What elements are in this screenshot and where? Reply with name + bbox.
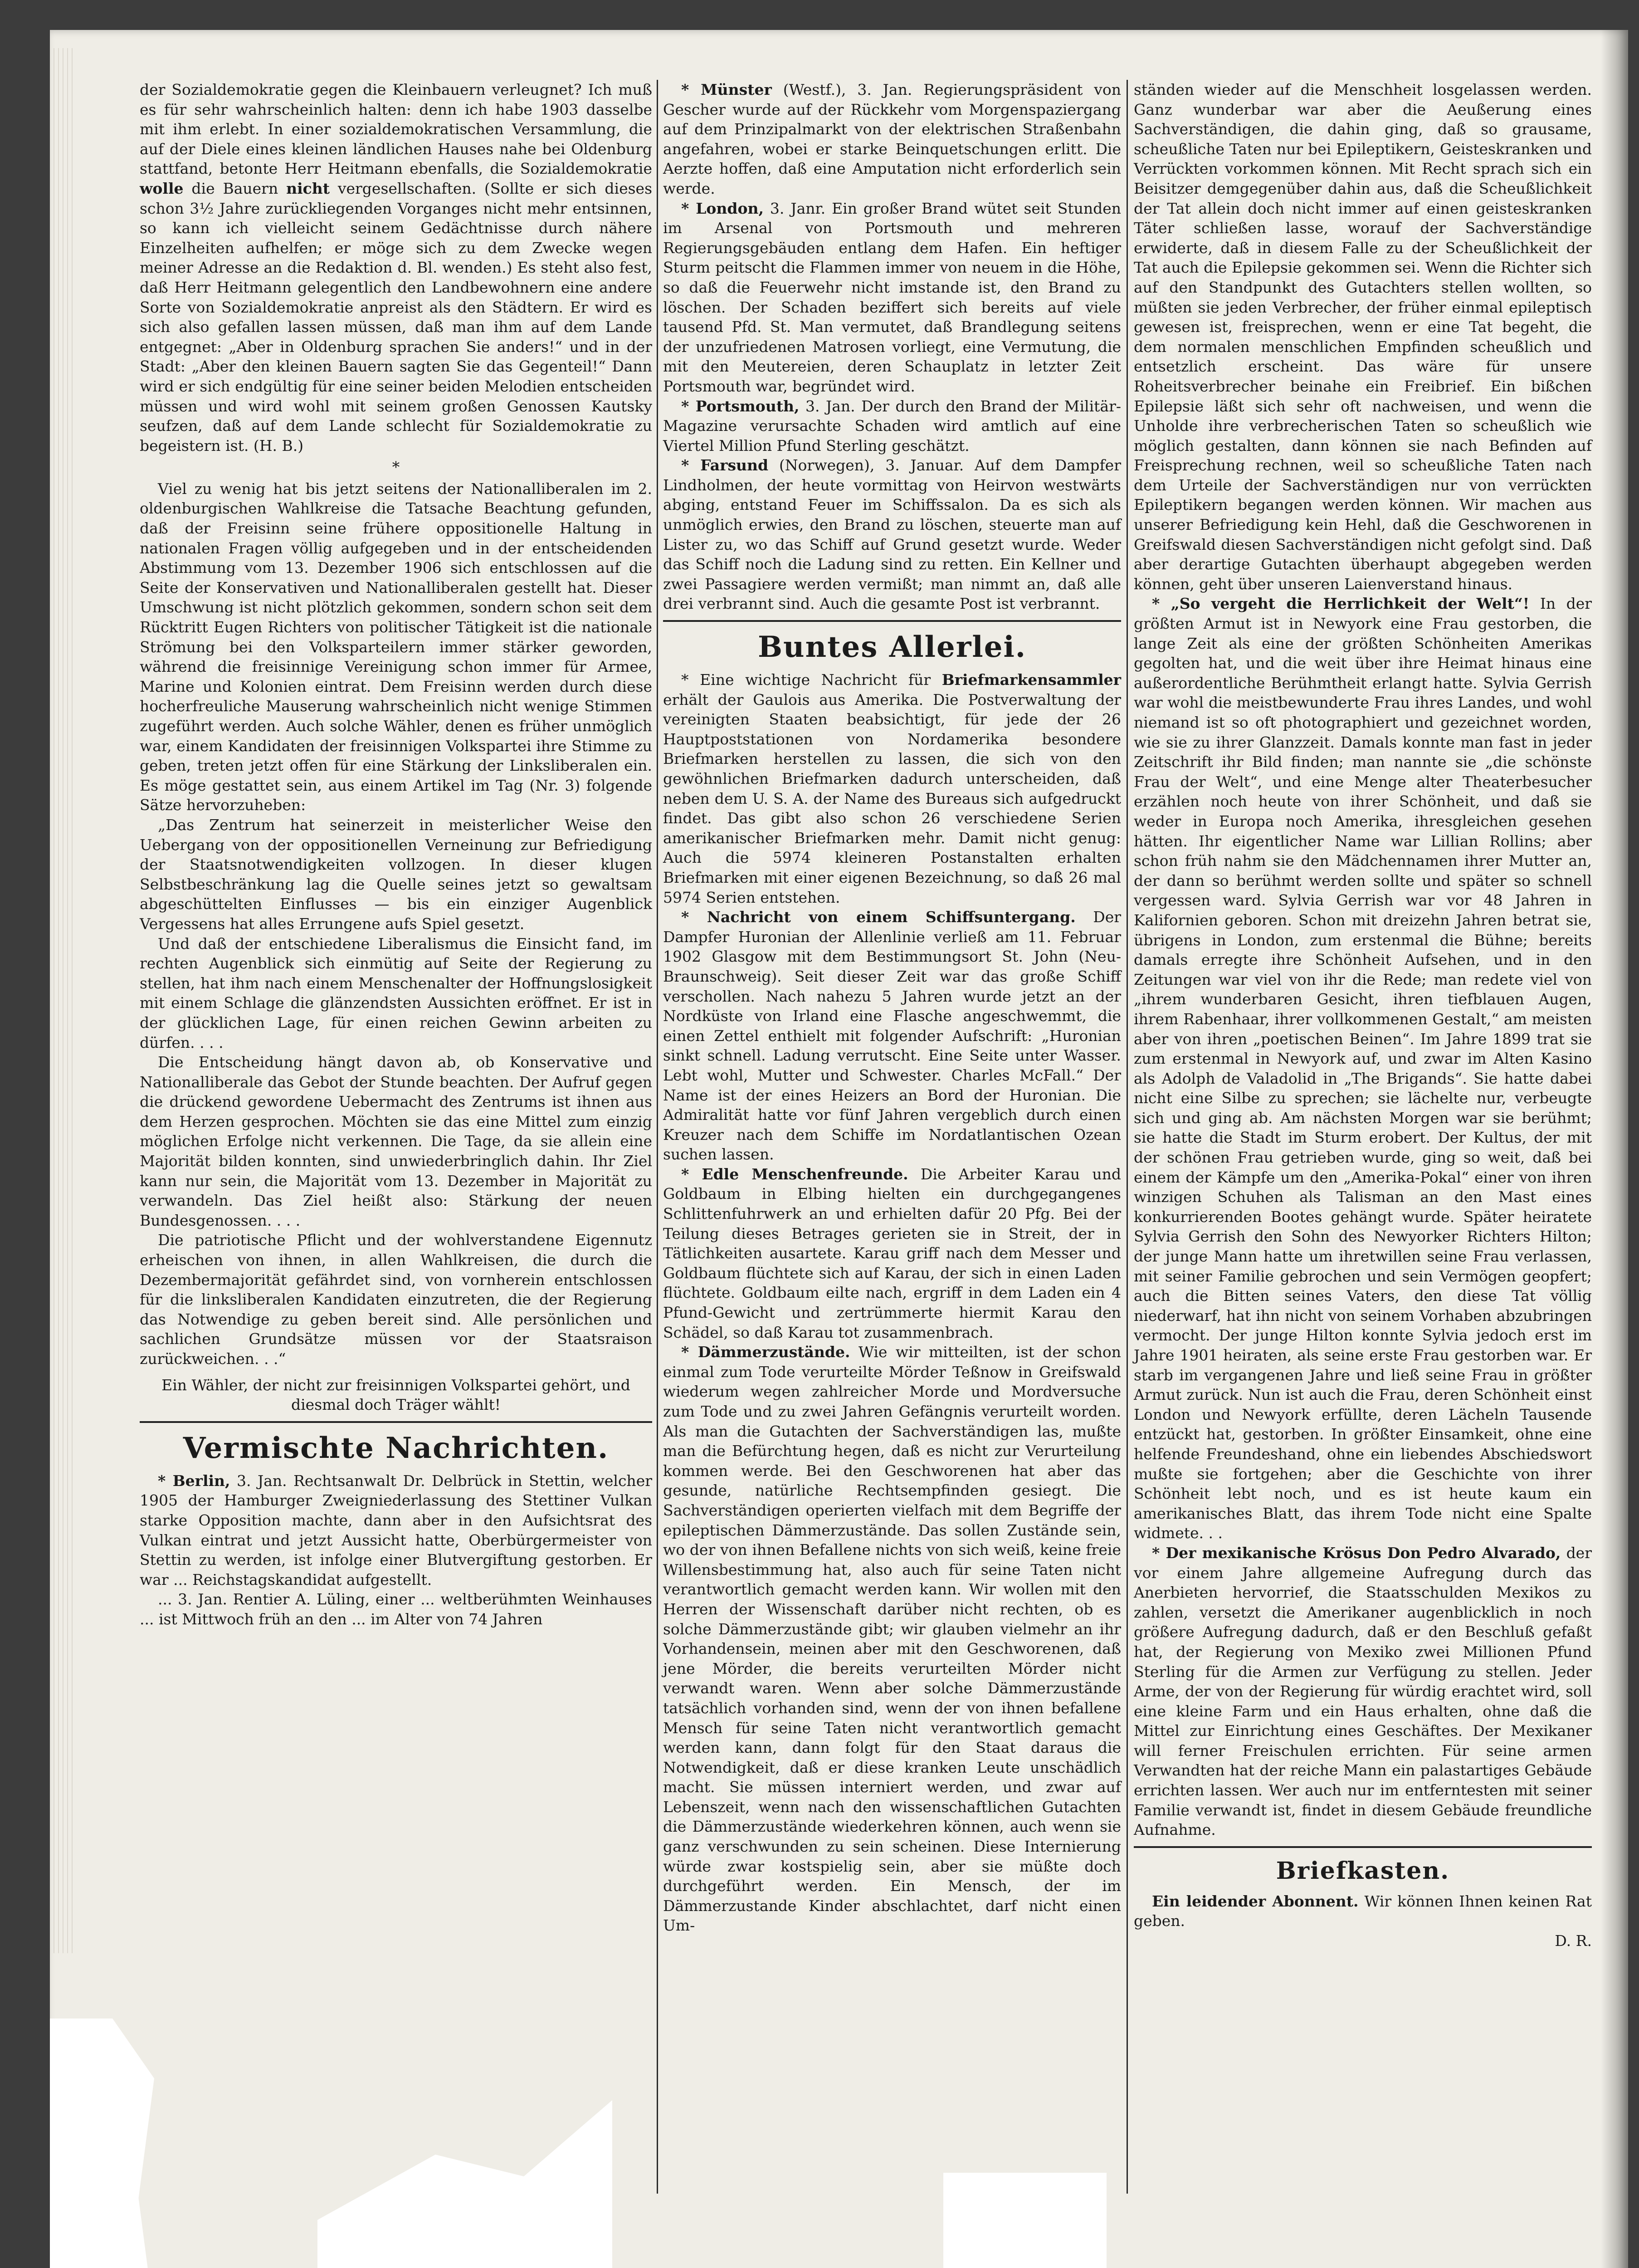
column-left: [140, 80, 652, 1629]
bold-text: nicht: [286, 179, 330, 197]
paragraph: Die Entscheidung hängt davon ab, ob Konservative und Nationalliberale das Gebot der Stunde beachten. Der Aufruf gegen die drückend gewordene Uebermacht des Zentrums ist ihnen aus dem Herzen gesprochen. Möchten sie das eine Mittel zum einzig möglichen Erfolge nicht verkennen. Die Tage, da sie allein eine Majorität bilden konnten, sind unwiederbringlich dahin. Ihr Ziel kann nur sein, die Majorität vom 13. Dezember in Majorität zu verwandeln. Das Ziel heißt also: Stärkung der neuen Bundesgenossen. . . .: [140, 1053, 652, 1229]
news-text: In der größten Armut ist in Newyork eine Frau gestorben, die lange Zeit als eine der größten Schönheiten Amerikas gegolten hat, und die weit über ihre Heimat hinaus eine außerordentliche Berühmtheit erlangt hatte. Sylvia Gerrish war wohl die meistbewunderte Frau ihres Landes, und wohl niemand ist so oft photographiert und gezeichnet worden, wie sie zu ihrer Glanzzeit. Damals konnte man fast in jeder Zeitschrift ihr Bild finden; man nannte sie „die schönste Frau der Welt“, und eine Menge alter Theaterbesucher erzählen noch heute von ihrer Schönheit, und daß sie weder in Europa noch Amerika, ihresgleichen gesehen hätten. Ihr eigentlicher Name war Lillian Rollins; aber schon früh nahm sie den Mädchennamen ihrer Mutter an, der dann so berühmt werden sollte und später so schnell vergessen ward. Sylvia Gerrish war vor 48 Jahren in Kalifornien geboren. Schon mit dreizehn Jahren betrat sie, übrigens in London, zum erstenmal die Bühne; bereits damals erregte ihre Schönheit Aufsehen, und in den Zeitungen war viel von ihr die Rede; man redete viel von „ihrem wunderbaren Gesicht, ihren tiefblauen Augen, ihrem Rabenhaar, ihrer vollkommenen Gestalt,“ am meisten aber von ihren „poetischen Beinen“. Im Jahre 1899 trat sie zum erstenmal in Newyork auf, und zwar im Alten Kasino als Adolph de Valadolid in „The Brigands“. Sie hatte dabei nicht eine Silbe zu sprechen; sie lächelte nur, verbeugte sich und ging ab. Am nächsten Morgen war sie berühmt; sie hatte die Stadt im Sturm erobert. Der Kultus, der mit der schönen Frau getrieben wurde, ging so weit, daß bei einem der Kämpfe um den „Amerika-Pokal“ einer von ihren winzigen Schuhen als Talisman an den Mast eines konkurrierenden Bootes gehängt wurde. Später heiratete Sylvia Gerrish den Sohn des Newyorker Richters Hilton; der junge Mann hatte um ihretwillen seine Frau verlassen, mit seiner Familie gebrochen und sein Vermögen geopfert; auch die Bitten seines Vaters, den diese Tat völlig niederwarf, hat ihn nicht von seinem Vorhaben abzubringen vermocht. Der junge Hilton konnte Sylvia jedoch erst im Jahre 1901 heiraten, als seine erste Frau gestorben war. Er starb im vergangenen Jahre und ließ seine Frau in größter Armut zurück. Nun ist auch die Frau, deren Schönheit einst London und Newyork erfüllte, deren Lächeln Tausende entzückt hat, gestorben. In größter Einsamkeit, ohne eine helfende Freundeshand, ohne ein liebendes Abschiedswort mußte sie fortgehen; aber die Geschichte von ihrer Schönheit lebt noch, und es ist heute kaum ein amerikanisches Blatt, das ihrem Tode nicht eine Spalte widmete. . .: [1134, 595, 1592, 1542]
paragraph: „Das Zentrum hat seinerzeit in meisterlicher Weise den Uebergang von der oppositionellen Verneinung zur Befriedigung der Staatsnotwendigkeiten vollzogen. In dieser klugen Selbstbeschränkung lag die Quelle seines jetzt so gewaltsam abgeschüttelten Einflusses — bis ein einziger Augenblick Vergessens hat alles Errungene aufs Spiel gesetzt.: [140, 816, 652, 933]
separator-star: *: [392, 458, 400, 476]
section-heading: Briefkasten.: [1276, 1857, 1450, 1885]
section-heading: Vermischte Nachrichten.: [183, 1431, 609, 1465]
section-rule: [663, 620, 1121, 622]
paragraph: Und daß der entschiedene Liberalismus die Einsicht fand, im rechten Augenblick sich einmütig auf Seite der Regierung zu stellen, hat ihm nach einem Menschenalter der Hoffnungslosigkeit mit einem Schlage die glänzendsten Aussichten eröffnet. Er ist in der glücklichen Lage, für einen reichen Gewinn arbeiten zu dürfen. . . .: [140, 934, 652, 1051]
news-text: erhält der Gaulois aus Amerika. Die Postverwaltung der vereinigten Staaten beabsichtigt, für jede der 26 Hauptpoststationen von Nordamerika besondere Briefmarken herstellen zu lassen, die sich von den gewöhnlichen Briefmarken dadurch unterscheiden, daß neben dem U. S. A. der Name des Bureaus sich aufgedruckt findet. Das gibt also schon 26 verschiedene Serien amerikanischer Briefmarken mehr. Damit nicht genug: Auch die 5974 kleineren Postanstalten erhalten Briefmarken mit einer eigenen Bezeichnung, so daß 26 mal 5974 Serien entstehen.: [663, 690, 1121, 906]
news-text: ... 3. Jan. Rentier A. Lüling, einer ... weltberühmten Weinhauses ... ist Mittwoch früh an den ... im Alter von 74 Jahren: [140, 1590, 652, 1628]
paragraph-text: die Bauern: [191, 179, 278, 197]
editor-signature: D. R.: [1555, 1932, 1592, 1950]
section-rule: [1134, 1846, 1592, 1848]
news-text: (Norwegen), 3. Januar. Auf dem Dampfer Lindholmen, der heute vormittag von Heirvon westwärts abging, entstand Feuer im Schiffssalon. Da es sich als unmöglich erwies, den Brand zu löschen, steuerte man auf Lister zu, wo das Schiff auf Grund gesetzt wurde. Weder das Schiff noch die Ladung sind zu retten. Ein Kellner und zwei Passagiere werden vermißt; man nimmt an, daß alle drei verbrannt sind. Auch die gesamte Post ist verbrannt.: [663, 456, 1121, 613]
paragraph-text: der Sozialdemokratie gegen die Kleinbauern verleugnet? Ich muß es für sehr wahrscheinlich halten: denn ich habe 1903 dasselbe mit ihm erlebt. In einer sozialdemokratischen Versammlung, die auf der Diele eines kleinen ländlichen Hauses nahe bei Oldenburg stattfand, betonte Herr Heitmann ebenfalls, die Sozialdemokratie: [140, 81, 652, 178]
news-text: der vor einem Jahre allgemeine Aufregung durch das Anerbieten hervorrief, die Staatsschulden Mexikos zu zahlen, versetzt die Amerikaner augenblicklich in noch größere Aufregung dadurch, daß er den Beschluß gefaßt hat, der Regierung von Mexiko zwei Millionen Pfund Sterling für die Armen zur Verfügung zu stellen. Jeder Arme, der von der Regierung für würdig erachtet wird, soll eine kleine Farm und ein Haus erhalten, ohne daß die Mittel zur Einrichtung eines Geschäftes. Der Mexikaner will ferner Freischulen errichten. Für seine armen Verwandten hat der reiche Mann ein palastartiges Gebäude errichten lassen. Wer auch nur im entferntesten mit seiner Familie verwandt ist, findet in diesem Gebäude freundliche Aufnahme.: [1134, 1544, 1592, 1839]
column-rule-1: [657, 80, 658, 2194]
column-middle: [663, 80, 1121, 1936]
news-text: Die Arbeiter Karau und Goldbaum in Elbing hielten ein durchgegangenes Schlittenfuhrwerk an und erhielten dafür 20 Pfg. Bei der Teilung dieses Betrages gerieten sie in Streit, der in Tätlichkeiten ausartete. Karau griff nach dem Messer und Goldbaum flüchtete sich auf Karau, der sich in einen Laden flüchtete. Goldbaum eilte nach, ergriff in dem Laden ein 4 Pfund-Gewicht und zertrümmerte hiermit Karau den Schädel, so daß Karau tot zusammenbrach.: [663, 1165, 1121, 1341]
news-text: 3. Jan. Der durch den Brand der Militär-Magazine verursachte Schaden wird amtlich auf eine Viertel Million Pfund Sterling geschätzt.: [663, 397, 1121, 455]
news-heading: * „So vergeht die Herrlichkeit der Welt“!: [1152, 595, 1530, 613]
news-heading: * Edle Menschenfreunde.: [681, 1165, 908, 1183]
page-stack-edge: [54, 48, 76, 1953]
news-dateline: * Portsmouth,: [681, 397, 800, 415]
news-dateline: * Münster: [681, 81, 772, 98]
news-text: * Eine wichtige Nachricht für: [681, 671, 931, 689]
news-heading: * Nachricht von einem Schiffsuntergang.: [681, 908, 1076, 926]
paragraph-text: vergesellschaften. (Sollte er sich dieses schon 3½ Jahre zurückliegenden Vorganges nicht mehr entsinnen, so kann ich vielleicht seinem Gedächtnisse durch nähere Einzelheiten aufhelfen; er möge sich zu dem Zwecke wegen meiner Adresse an die Redaktion d. Bl. wenden.) Es steht also fest, daß Herr Heitmann gelegentlich den Landbewohnern eine andere Sorte von Sozialdemokratie anpreist als den Städtern. Er wird es sich also gefallen lassen müssen, daß man ihm auf dem Lande entgegnet: „Aber in Oldenburg sprachen Sie anders!“ und in der Stadt: „Aber den kleinen Bauern sagten Sie das Gegenteil!“ Dann wird er sich endgültig für eine seiner beiden Melodien entscheiden müssen und wird wohl mit seinem großen Genossen Kautsky seufzen, daß auf dem Lande schlecht für Sozialdemokratie zu begeistern ist. (H. B.): [140, 179, 653, 455]
mailbox-recipient: Ein leidender Abonnent.: [1152, 1892, 1359, 1910]
news-heading: * Der mexikanische Krösus Don Pedro Alvarado,: [1152, 1544, 1561, 1562]
paragraph: Die patriotische Pflicht und der wohlverstandene Eigennutz erheischen von ihnen, in allen Wahlkreisen, die durch die Dezembermajorität gefährdet sind, von vornherein entschlossen für die linksliberalen Kandidaten einzutreten, die der Regierung das Notwendige zu geben bereit sind. Alle persönlichen und sachlichen Grundsätze müssen vor der Staatsraison zurückweichen. . .“: [140, 1231, 652, 1368]
news-dateline: * London,: [681, 199, 764, 217]
bold-text: Briefmarkensammler: [941, 671, 1121, 689]
news-dateline: * Berlin,: [158, 1471, 230, 1490]
mailbox-reply: Wir können Ihnen keinen Rat geben.: [1134, 1892, 1592, 1930]
signature-line: Ein Wähler, der nicht zur freisinnigen Volkspartei gehört, und diesmal doch Träger wählt!: [161, 1376, 630, 1414]
torn-area: [943, 2173, 1107, 2268]
bold-text: wolle: [140, 179, 184, 197]
news-text: Wie wir mitteilten, ist der schon einmal zum Tode verurteilte Mörder Teßnow in Greifswald wiederum wegen zahlreicher Morde und Mordversuche zum Tode und zu zwei Jahren Gefängnis verurteilt worden. Als man die Gutachten der Sachverständigen las, mußte man die Befürchtung hegen, daß es nicht zur Verurteilung kommen werde. Bei den Geschworenen hat aber das gesunde, natürliche Rechtsempfinden gesiegt. Die Sachverständigen operierten vielfach mit dem Begriffe der epileptischen Dämmerzustände. Das sollen Zustände sein, wo der von ihnen Befallene nichts von sich weiß, keine freie Willensbestimmung hat, also auch für seine Taten nicht verantwortlich gemacht werden kann. Wir wollen mit den Herren der Wissenschaft darüber nicht rechten, ob es solche Dämmerzustände gibt; wir glauben vielmehr an ihr Vorhandensein, meinen aber mit den Geschworenen, daß jene Mörder, die bereits verurteilten Mörder nicht verwandt waren. Wenn aber solche Dämmerzustände tatsächlich vorhanden sind, wenn der von ihnen befallene Mensch für seine Taten nicht verantwortlich gemacht werden kann, dann folgt für den Staat daraus die Notwendigkeit, daß er diese kranken Leute unschädlich macht. Sie müssen interniert werden, und zwar auf Lebenszeit, wenn nach den wissenschaftlichen Gutachten die Dämmerzustände wiederkehren können, auch wenn sie ganz verschwunden zu sein scheinen. Diese Internierung würde zwar kostspielig sein, aber sie müßte doch durchgeführt werden. Ein Mensch, der im Dämmerzustande Kinder abschlachtet, darf nicht einen Um-: [663, 1343, 1121, 1935]
news-dateline: * Farsund: [681, 456, 769, 474]
column-right: [1134, 80, 1592, 1951]
news-heading: * Dämmerzustände.: [681, 1343, 850, 1361]
binding-shadow: [1601, 30, 1628, 2268]
news-text: Der Dampfer Huronian der Allenlinie verließ am 11. Februar 1902 Glasgow mit dem Bestimmungsort St. John (Neu-Braunschweig). Seit dieser Zeit war das große Schiff verschollen. Nach nahezu 5 Jahren wurde jetzt an der Nordküste von Irland eine Flasche angeschwemmt, die einen Zettel enthielt mit folgender Aufschrift: „Huronian sinkt schnell. Ladung verrutscht. Eine Seite unter Wasser. Lebt wohl, Mutter und Schwester. Charles McFall.“ Der Name ist der eines Heizers an Bord der Huronian. Die Admiralität hatte vor fünf Jahren vergeblich durch einen Kreuzer nach dem Schiffe im Nordatlantischen Ozean suchen lassen.: [663, 908, 1121, 1163]
article-continuation: [140, 80, 652, 455]
section-rule: [140, 1421, 652, 1423]
news-text: 3. Janr. Ein großer Brand wütet seit Stunden im Arsenal von Portsmouth und mehreren Regierungsgebäuden entlang dem Hafen. Ein heftiger Sturm peitscht die Flammen immer von neuem in die Höhe, so daß die Feuerwehr nicht imstande ist, den Brand zu löschen. Der Schaden beziffert sich bereits auf viele tausend Pfd. St. Man vermutet, daß Brandlegung seitens der unzufriedenen Matrosen vorliegt, eine Vermutung, die mit den Meutereien, deren Schauplatz in letzter Zeit Portsmouth war, begründet wird.: [663, 199, 1121, 395]
section-heading: Buntes Allerlei.: [757, 630, 1027, 665]
news-text: 3. Jan. Rechtsanwalt Dr. Delbrück in Stettin, welcher 1905 der Hamburger Zweigniederlassung des Stettiner Vulkan starke Opposition machte, dann aber in den Aufsichtsrat des Vulkan eintrat und jetzt Aussicht hatte, Oberbürgermeister von Stettin zu werden, ist infolge einer Blutvergiftung gestorben. Er war ... Reichstagskandidat aufgestellt.: [140, 1471, 652, 1589]
paragraph: Viel zu wenig hat bis jetzt seitens der Nationalliberalen im 2. oldenburgischen Wahlkreise die Tatsache Beachtung gefunden, daß der Freisinn seine frühere oppositionelle Haltung in nationalen Fragen völlig aufgegeben und in der entscheidenden Abstimmung vom 13. Dezember 1906 sich entschlossen auf die Seite der Konservativen und Nationalliberalen gestellt hat. Dieser Umschwung ist nicht plötzlich gekommen, sondern schon seit dem Rücktritt Eugen Richters von politischer Tätigkeit ist die nationale Strömung bei den Volksparteilern immer stärker geworden, während die freisinnige Vereinigung schon immer für Armee, Marine und Kolonien eintrat. Dem Freisinn werden durch diese hocherfreuliche Mauserung wahrscheinlich nicht wenige Stimmen zugeführt werden. Auch solche Wähler, denen es früher unmöglich war, einem Kandidaten der freisinnigen Volkspartei ihre Stimme zu geben, treten jetzt offen für eine Stärkung der Linksliberalen ein. Es möge gestattet sein, aus einem Artikel im Tag (Nr. 3) folgende Sätze hervorzuheben:: [140, 479, 652, 814]
news-text: (Westf.), 3. Jan. Regierungspräsident von Gescher wurde auf der Rückkehr vom Morgenspaziergang auf dem Prinzipalmarkt von der elektrischen Straßenbahn angefahren, wobei er starke Beinquetschungen erlitt. Die Aerzte hoffen, daß eine Amputation nicht erforderlich sein werde.: [663, 81, 1121, 197]
torn-corner: [50, 2019, 154, 2268]
paragraph: ständen wieder auf die Menschheit losgelassen werden. Ganz wunderbar war aber die Aeußerung eines Sachverständigen, die dahin ging, daß so grausame, scheußliche Taten nur bei Epileptikern, Geisteskranken und Verrückten vorkommen können. Mit Recht sprach sich ein Beisitzer demgegenüber dahin aus, daß die Scheußlichkeit der Tat allein doch nicht immer auf einen geisteskranken Täter schließen lasse, worauf der Sachverständige erwiderte, daß in diesem Falle zu der Scheußlichkeit der Tat auch die Epilepsie gekommen sei. Wenn die Richter sich auf den Standpunkt des Gutachters stellen wollten, so müßten sie jeden Verbrecher, der früher einmal epileptisch gewesen ist, freisprechen, wenn er eine Tat begeht, die dem normalen menschlichen Empfinden scheußlich und entsetzlich erscheint. Das wäre für unsere Roheitsverbrecher beinahe ein Freibrief. Ein bißchen Epilepsie läßt sich sehr oft nachweisen, und wenn die Unholde ihre verbrecherischen Taten so scheußlich wie möglich gestalten, dann können sie nach Befinden auf Freisprechung rechnen, weil so scheußliche Taten nach dem Urteile der Sachverständigen nur von verrückten Epileptikern begangen werden können. Wir machen aus unserer Befriedigung kein Hehl, daß die Geschworenen in Greifswald diesen Sachverständigen nicht gefolgt sind. Daß aber derartige Gutachten überhaupt abgegeben werden können, geht über unseren Laienverstand hinaus.: [1134, 81, 1592, 593]
column-rule-2: [1127, 80, 1128, 2194]
